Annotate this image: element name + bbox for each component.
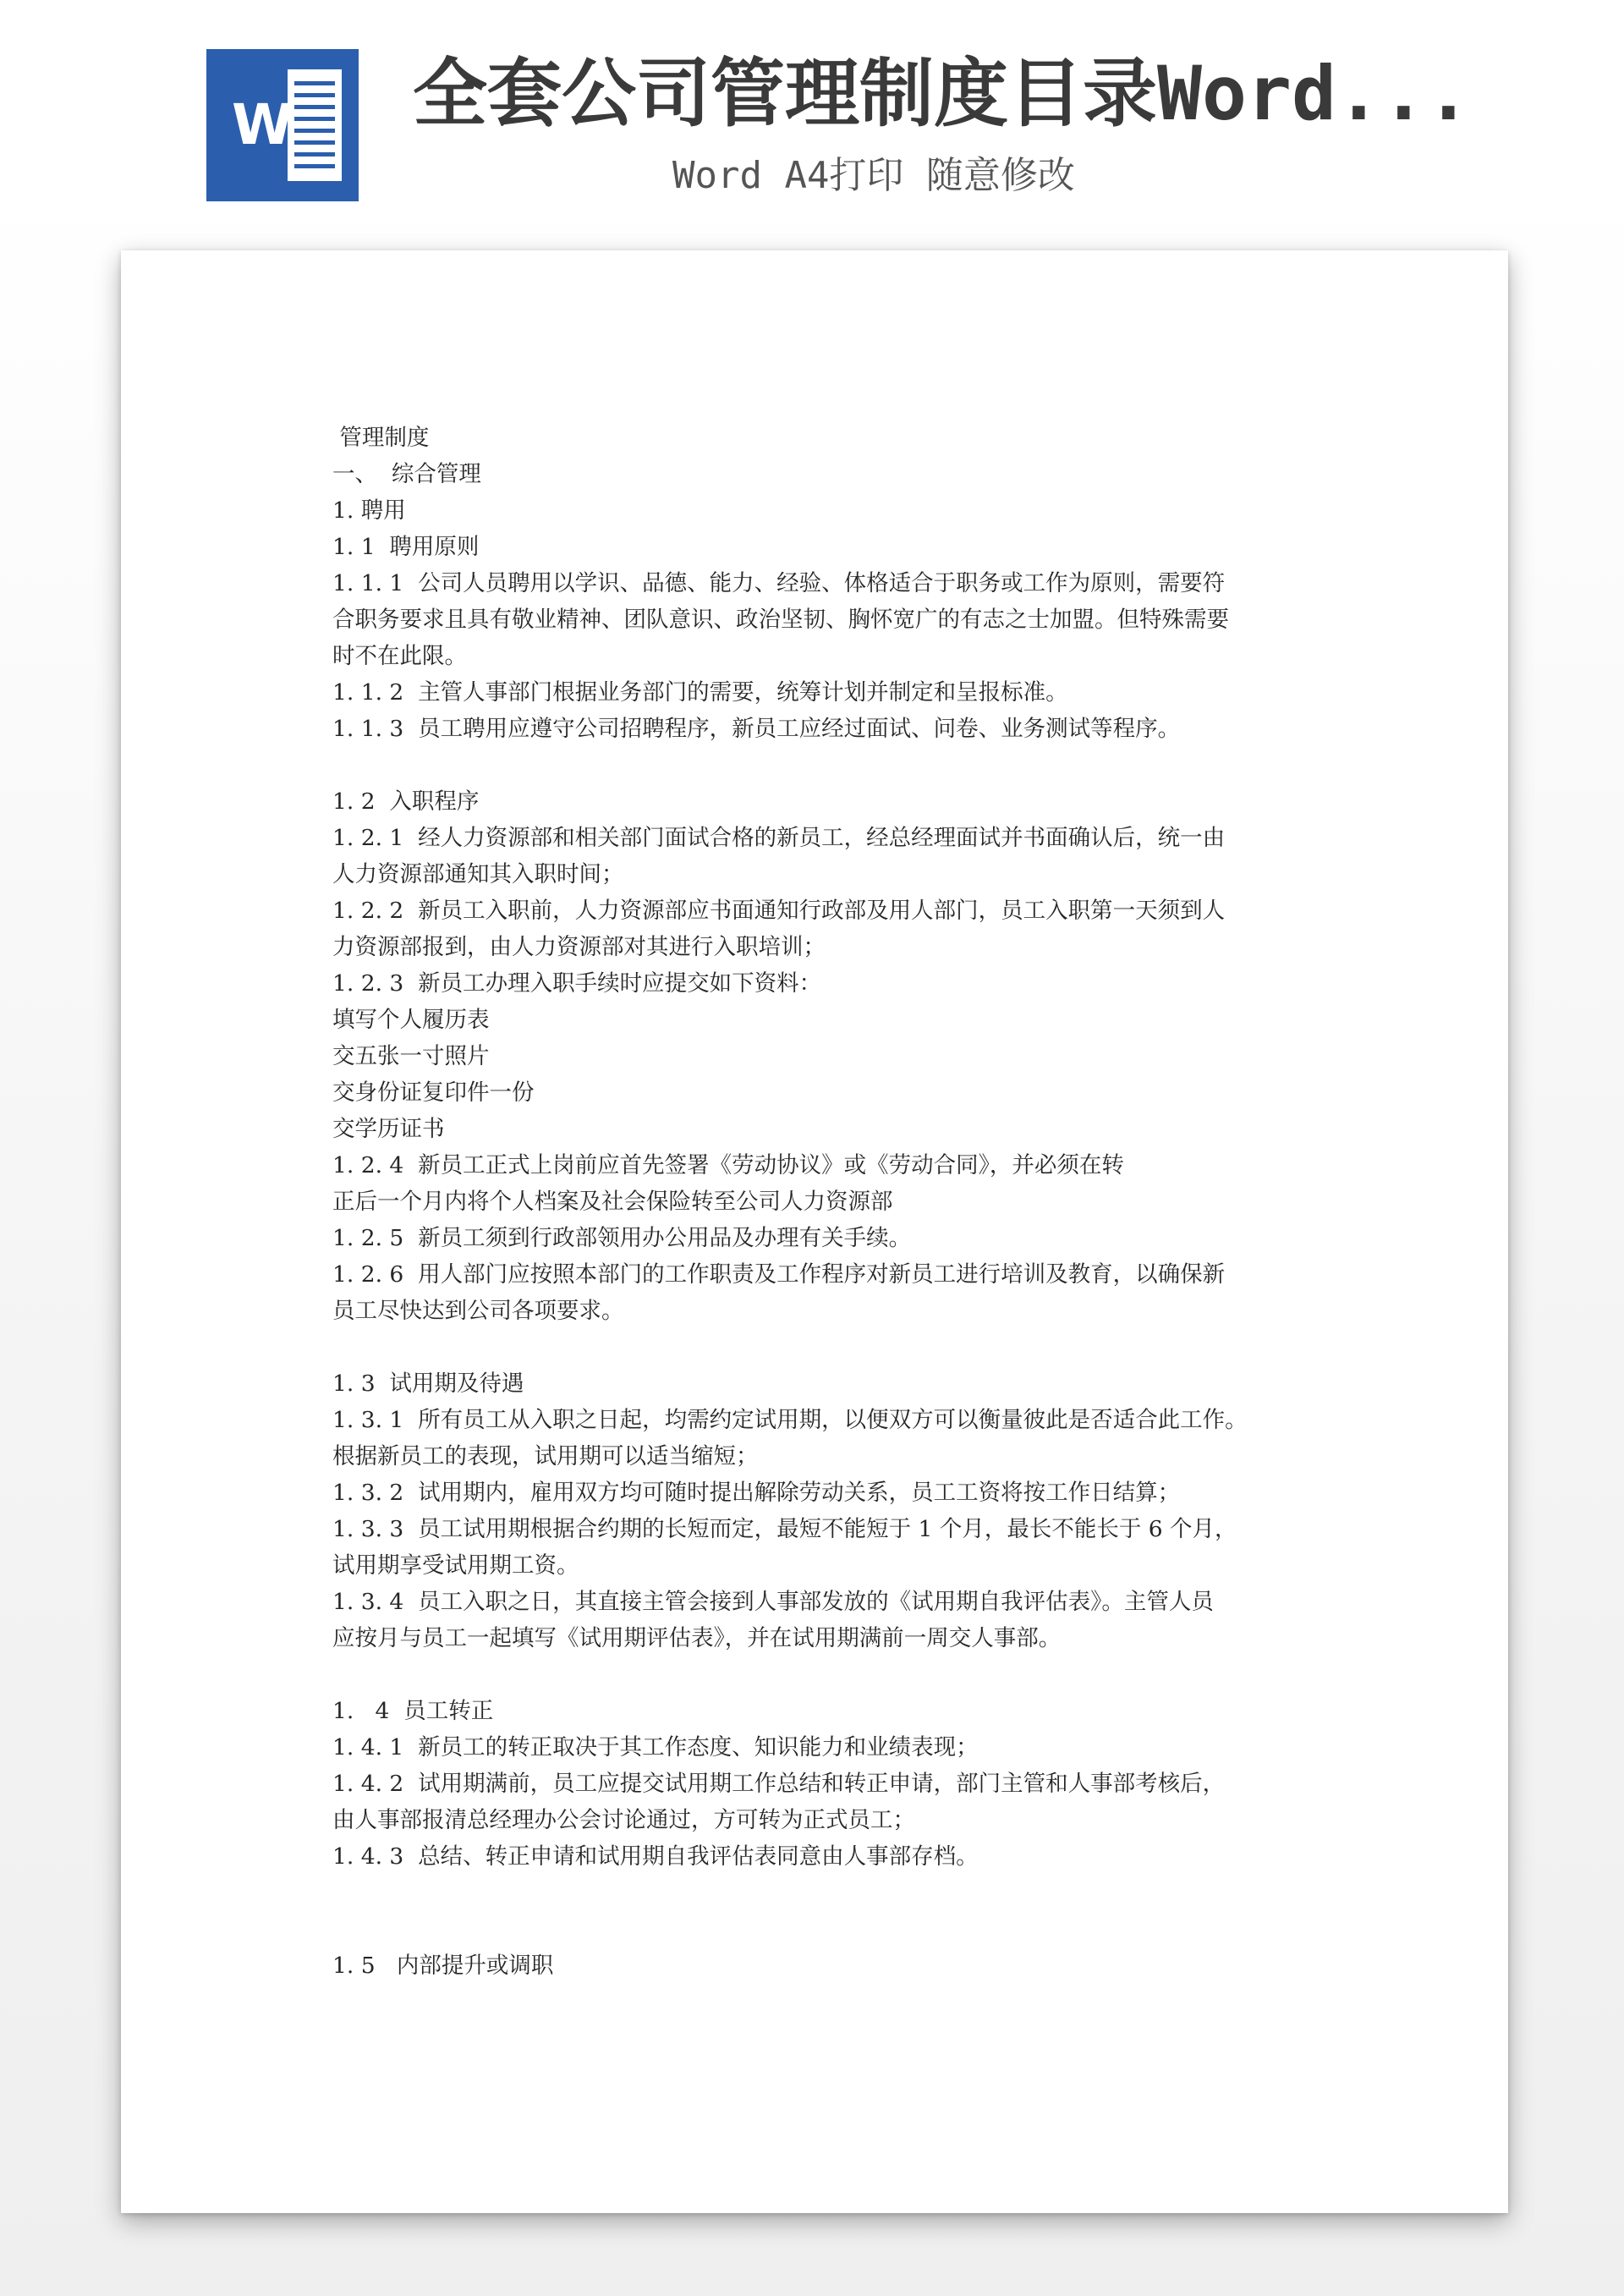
paragraph-line: 时不在此限。 [332,643,467,669]
paragraph-line: 1. 4. 3 总结、转正申请和试用期自我评估表同意由人事部存档。 [332,1843,979,1870]
word-icon-letter: W [232,92,294,157]
document-heading: 管理制度 [332,425,430,451]
paragraph-line: 1. 3. 4 员工入职之日，其直接主管会接到人事部发放的《试用期自我评估表》。主管人员 [332,1589,1214,1615]
paragraph-line: 由人事部报清总经理办公会讨论通过，方可转为正式员工； [332,1807,915,1833]
paragraph-line: 1. 2. 5 新员工须到行政部领用办公用品及办理有关手续。 [332,1225,912,1251]
word-icon [206,49,359,201]
paragraph-line: 1. 2. 1 经人力资源部和相关部门面试合格的新员工，经总经理面试并书面确认后，统一由 [332,825,1226,851]
subsection-heading: 1. 4 员工转正 [332,1698,494,1724]
document-page [121,250,1508,2213]
paragraph-line: 人力资源部通知其入职时间； [332,861,624,887]
subsection-heading: 1. 1 聘用原则 [332,534,480,560]
subsection-heading: 1. 2 入职程序 [332,788,480,815]
list-item: 交五张一寸照片 [332,1043,490,1069]
page-title: 全套公司管理制度目录Word... [413,50,1471,137]
paragraph-line: 1. 3. 3 员工试用期根据合约期的长短而定，最短不能短于 1 个月，最长不能长于 6 个月， [332,1516,1237,1542]
subsection-heading: 1. 3 试用期及待遇 [332,1370,524,1397]
paragraph-line: 合职务要求且具有敬业精神、团队意识、政治坚韧、胸怀宽广的有志之士加盟。但特殊需要 [332,607,1229,633]
list-item: 交身份证复印件一份 [332,1079,535,1106]
subsection-heading: 1. 5 内部提升或调职 [332,1953,554,1979]
paragraph-line: 1. 2. 6 用人部门应按照本部门的工作职责及工作程序对新员工进行培训及教育，以确保新 [332,1261,1226,1288]
paragraph-line: 1. 2. 3 新员工办理入职手续时应提交如下资料： [332,970,822,997]
paragraph-line: 1. 1. 3 员工聘用应遵守公司招聘程序，新员工应经过面试、问卷、业务测试等程序。 [332,716,1181,742]
page-subtitle: Word A4打印 随意修改 [672,154,1075,197]
chapter-heading: 1. 聘用 [332,497,406,524]
list-item: 交学历证书 [332,1116,445,1142]
paragraph-line: 1. 3. 2 试用期内，雇用双方均可随时提出解除劳动关系，员工工资将按工作日结算； [332,1480,1181,1506]
paragraph-line: 1. 2. 4 新员工正式上岗前应首先签署《劳动协议》或《劳动合同》，并必须在转 [332,1152,1124,1178]
paragraph-line: 1. 1. 2 主管人事部门根据业务部门的需要，统筹计划并制定和呈报标准。 [332,679,1068,706]
paragraph-line: 1. 2. 2 新员工入职前，人力资源部应书面通知行政部及用人部门，员工入职第一天须到人 [332,898,1226,924]
section-heading: 一、 综合管理 [332,461,481,487]
paragraph-line: 正后一个月内将个人档案及社会保险转至公司人力资源部 [332,1189,893,1215]
paragraph-line: 1. 3. 1 所有员工从入职之日起，均需约定试用期，以便双方可以衡量彼此是否适合此工作。 [332,1407,1248,1433]
paragraph-line: 1. 1. 1 公司人员聘用以学识、品德、能力、经验、体格适合于职务或工作为原则，需要符 [332,570,1226,596]
document-body [332,420,1314,1984]
paragraph-line: 1. 4. 2 试用期满前，员工应提交试用期工作总结和转正申请，部门主管和人事部考核后， [332,1771,1226,1797]
paragraph-line: 力资源部报到，由人力资源部对其进行入职培训； [332,934,826,960]
paragraph-line: 1. 4. 1 新员工的转正取决于其工作态度、知识能力和业绩表现； [332,1734,979,1760]
paragraph-line: 员工尽快达到公司各项要求。 [332,1298,624,1324]
document-header [0,0,1624,237]
paragraph-line: 试用期享受试用期工资。 [332,1552,579,1579]
list-item: 填写个人履历表 [332,1007,490,1033]
paragraph-line: 根据新员工的表现，试用期可以适当缩短； [332,1443,759,1469]
paragraph-line: 应按月与员工一起填写《试用期评估表》，并在试用期满前一周交人事部。 [332,1625,1062,1651]
